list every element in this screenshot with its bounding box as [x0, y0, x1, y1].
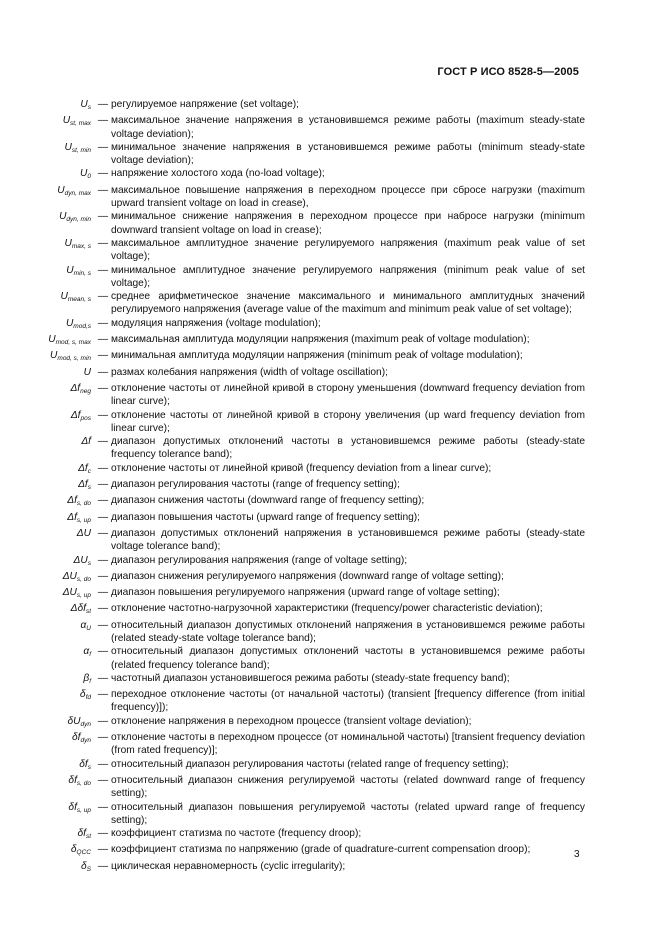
definition-text: относительный диапазон снижения регулируемой частоты (related downward range of frequency setting); [111, 774, 585, 800]
definition-symbol [40, 731, 95, 758]
definition-dash: — [97, 495, 109, 507]
definition-dash: — [97, 291, 109, 303]
definition-row [40, 333, 585, 349]
definition-symbol [40, 827, 95, 843]
definition-text: отклонение напряжения в переходном процессе (transient voltage deviation); [111, 715, 472, 727]
symbol-subscript: QCC [76, 849, 91, 857]
definition-row [40, 511, 585, 527]
definition-symbol [40, 688, 95, 715]
symbol-subscript: dyn, max [64, 189, 91, 197]
definition-row [40, 184, 585, 211]
symbol-base: δ [80, 860, 87, 872]
definition-symbol [40, 645, 95, 672]
definition-text: диапазон регулирования частоты (range of frequency setting); [111, 479, 400, 491]
definition-dash: — [97, 554, 109, 566]
definition-dash: — [97, 801, 109, 813]
symbol-base: Δf [78, 479, 88, 491]
symbol-subscript: min, s [73, 269, 91, 277]
definition-symbol [40, 290, 95, 317]
definition-dash: — [97, 619, 109, 631]
symbol-subscript: mod, s, min [57, 355, 91, 363]
definition-text: диапазон повышения регулируемого напряжения (upward range of voltage setting); [111, 587, 500, 599]
symbol-base: ΔU [76, 527, 91, 539]
symbol-subscript: mean, s [67, 296, 91, 304]
definition-row [40, 672, 585, 688]
definition-text: относительный диапазон регулирования частоты (related range of frequency setting); [111, 758, 509, 770]
definition-dash: — [97, 99, 109, 110]
definition-text: минимальная амплитуда модуляции напряжения (minimum peak of voltage modulation); [111, 350, 523, 362]
definition-symbol [40, 366, 95, 382]
symbol-subscript: pos [80, 414, 91, 422]
symbol-base: U [66, 264, 74, 276]
document-header: ГОСТ Р ИСО 8528-5—2005 [437, 66, 579, 78]
symbol-base: Δf [67, 511, 77, 523]
definition-text: переходное отклонение частоты (от начальной частоты) (transient [frequency difference (from initial frequency)]); [111, 689, 585, 714]
definition-row [40, 366, 585, 382]
definition-row [40, 462, 585, 478]
symbol-subscript: s [87, 104, 91, 111]
symbol-base: ΔU [62, 570, 77, 582]
definition-row [40, 409, 585, 436]
symbol-subscript: st [85, 833, 91, 841]
definition-dash: — [97, 462, 109, 474]
definition-row [40, 688, 585, 715]
symbol-subscript: st, max [70, 120, 91, 128]
symbol-base: U [83, 366, 91, 378]
definition-symbol [40, 586, 95, 602]
definition-row [40, 843, 585, 859]
definition-symbol [40, 715, 95, 731]
definition-row [40, 586, 585, 602]
definition-dash: — [97, 184, 109, 196]
symbol-subscript: max, s [71, 242, 91, 250]
definition-text: диапазон допустимых отклонений частоты в установившемся режиме работы (steady-state frequency tolerance band); [111, 436, 585, 461]
definition-dash: — [97, 211, 109, 223]
symbol-subscript: st [85, 608, 91, 616]
page-number: 3 [574, 849, 580, 860]
definition-row [40, 349, 585, 365]
definition-text: отклонение частотно-нагрузочной характеристики (frequency/power characteristic deviation); [111, 603, 543, 615]
definition-dash: — [97, 527, 109, 539]
symbol-base: δ [70, 844, 77, 856]
definition-text: отклонение частоты от линейной кривой в сторону увеличения (up ward frequency deviation from linear curve); [111, 409, 585, 434]
symbol-base: U [65, 317, 74, 329]
symbol-subscript: dyn, min [66, 216, 91, 224]
definition-dash: — [97, 715, 109, 727]
definition-row [40, 494, 585, 510]
definition-text: диапазон регулирования напряжения (range of voltage setting); [111, 554, 408, 566]
definition-row [40, 141, 585, 168]
definition-symbol [40, 349, 95, 365]
definition-dash: — [97, 264, 109, 276]
definition-row [40, 619, 585, 646]
symbol-subscript: s, up [76, 516, 91, 524]
symbol-subscript: fd [85, 694, 91, 702]
definition-row [40, 860, 585, 876]
definition-symbol [40, 554, 95, 570]
symbol-base: Δδf [70, 603, 86, 615]
symbol-subscript: neg [80, 387, 91, 395]
definition-row [40, 264, 585, 291]
definition-symbol [40, 264, 95, 291]
definition-row [40, 290, 585, 317]
symbol-subscript: s, up [76, 806, 91, 814]
definition-row [40, 645, 585, 672]
definition-symbol [40, 462, 95, 478]
symbol-base: U [64, 237, 72, 249]
definition-dash: — [97, 168, 109, 180]
definition-row [40, 602, 585, 618]
definition-dash: — [97, 334, 109, 346]
symbol-subscript: S [86, 865, 91, 873]
symbol-subscript: s [87, 484, 91, 492]
symbol-subscript: s, do [76, 575, 91, 583]
definition-symbol [40, 435, 95, 462]
definition-symbol [40, 619, 95, 646]
symbol-subscript: st, min [71, 146, 91, 154]
symbol-base: δf [68, 801, 77, 813]
definition-dash: — [97, 689, 109, 701]
symbol-base: Δf [70, 409, 81, 421]
definition-symbol [40, 184, 95, 211]
symbol-base: Δf [70, 382, 81, 394]
definition-dash: — [97, 479, 109, 491]
definition-dash: — [97, 511, 109, 523]
definition-row [40, 382, 585, 409]
symbol-subscript: mod, s, max [55, 339, 91, 347]
symbol-subscript: dyn [80, 720, 91, 728]
definition-text: относительный диапазон допустимых отклонений частоты в установившемся режиме работы (related frequency tolerance band); [111, 646, 585, 671]
definition-symbol [40, 210, 95, 237]
definition-symbol [40, 774, 95, 801]
definition-text: отклонение частоты от линейной кривой (frequency deviation from a linear curve); [111, 462, 492, 474]
definition-symbol [40, 114, 95, 141]
definition-symbol [40, 382, 95, 409]
definition-text: коэффициент статизма по частоте (frequency droop); [111, 828, 362, 840]
definition-symbol [40, 317, 95, 333]
definition-symbol [40, 141, 95, 168]
definition-symbol [40, 570, 95, 586]
definition-dash: — [97, 758, 109, 770]
symbol-subscript: c [87, 467, 91, 475]
definition-row [40, 774, 585, 801]
definition-row [40, 801, 585, 828]
symbol-base: δf [77, 828, 86, 840]
definition-text: максимальная амплитуда модуляции напряжения (maximum peak of voltage modulation); [111, 334, 530, 346]
definition-row [40, 570, 585, 586]
definition-row [40, 715, 585, 731]
symbol-subscript: mod,s [73, 322, 91, 330]
definition-dash: — [97, 141, 109, 153]
definition-text: минимальное значение напряжения в установившемся режиме работы (minimum steady-state voltage deviation); [111, 141, 585, 167]
symbol-base: δU [67, 715, 81, 727]
definition-symbol [40, 758, 95, 774]
symbol-base: δf [68, 774, 77, 786]
definition-symbol [40, 843, 95, 859]
definition-dash: — [97, 237, 109, 249]
symbol-definition-list [40, 98, 585, 876]
symbol-base: ΔU [62, 587, 77, 599]
definition-row [40, 758, 585, 774]
symbol-base: U [57, 184, 65, 196]
symbol-base: U [80, 168, 88, 180]
definition-text: диапазон повышения частоты (upward range of frequency setting); [111, 511, 421, 523]
definition-text: напряжение холостого хода (no-load voltage); [111, 168, 325, 180]
definition-dash: — [97, 860, 109, 872]
symbol-subscript: s, do [76, 779, 91, 787]
symbol-subscript: U [86, 624, 91, 632]
definition-dash: — [97, 828, 109, 840]
definition-text: максимальное повышение напряжения в переходном процессе при сбросе нагрузки (maximum upward transient voltage on load in crease), [111, 184, 585, 210]
definition-dash: — [97, 570, 109, 582]
symbol-base: U [64, 141, 72, 153]
definition-row [40, 435, 585, 462]
definition-text: модуляция напряжения (voltage modulation); [111, 317, 321, 329]
symbol-base: β [83, 672, 90, 684]
definition-row [40, 554, 585, 570]
definition-row [40, 317, 585, 333]
definition-dash: — [97, 603, 109, 615]
symbol-base: α [80, 619, 87, 631]
definition-symbol [40, 409, 95, 436]
definition-symbol [40, 478, 95, 494]
definition-symbol [40, 602, 95, 618]
definition-symbol [40, 527, 95, 554]
symbol-base: U [48, 334, 56, 346]
definition-dash: — [97, 382, 109, 394]
symbol-subscript: s [87, 763, 91, 771]
symbol-base: U [62, 115, 71, 127]
definition-row [40, 114, 585, 141]
definition-dash: — [97, 317, 109, 329]
symbol-base: δ [79, 689, 86, 701]
definition-text: диапазон снижения частоты (downward range of frequency setting); [111, 495, 425, 507]
symbol-subscript: s, up [76, 592, 91, 600]
symbol-subscript: f [89, 651, 91, 659]
definition-dash: — [97, 646, 109, 658]
definition-dash: — [97, 732, 109, 744]
symbol-base: ΔU [73, 554, 88, 566]
definition-text: минимальное снижение напряжения в переходном процессе при набросе нагрузки (minimum downward transient voltage on load in crease); [111, 211, 585, 236]
definition-text: частотный диапазон установившегося режима работы (steady-state frequency band); [111, 672, 510, 684]
definition-row [40, 98, 585, 114]
definition-text: относительный диапазон повышения регулируемой частоты (related upward range of frequency setting); [111, 801, 585, 826]
definition-text: минимальное амплитудное значение регулируемого напряжения (minimum peak value of set voltage); [111, 264, 585, 289]
symbol-base: Δf [78, 462, 88, 474]
definition-dash: — [97, 774, 109, 786]
definition-text: среднее арифметическое значение максимального и минимального амплитудных значений регулируемого напряжения (average value of the maximum and minimum peak value of set voltage); [111, 291, 585, 316]
definition-text: регулируемое напряжение (set voltage); [111, 99, 299, 110]
definition-dash: — [97, 672, 109, 684]
symbol-base: U [50, 350, 58, 362]
definition-text: коэффициент статизма по напряжению (grade of quadrature-current compensation droop); [111, 844, 531, 856]
definition-text: отклонение частоты от линейной кривой в сторону уменьшения (downward frequency deviation from linear curve); [111, 382, 585, 408]
definition-row [40, 237, 585, 264]
definition-text: размах колебания напряжения (width of voltage oscillation); [111, 366, 388, 378]
symbol-base: U [80, 99, 88, 110]
definition-text: диапазон допустимых отклонений напряжения в установившемся режиме работы (steady-state voltage tolerance band); [111, 527, 585, 553]
symbol-base: α [83, 646, 90, 658]
definition-text: максимальное значение напряжения в установившемся режиме работы (maximum steady-state voltage deviation); [111, 115, 585, 140]
definition-text: максимальное амплитудное значение регулируемого напряжения (maximum peak value of set voltage); [111, 237, 585, 263]
definition-row [40, 167, 585, 183]
definition-dash: — [97, 115, 109, 127]
definition-text: отклонение частоты в переходном процессе (от номинальной частоты) [transient frequency deviation (from rated frequency)]; [111, 732, 585, 757]
symbol-subscript: f [89, 677, 91, 685]
definition-dash: — [97, 350, 109, 362]
definition-symbol [40, 511, 95, 527]
symbol-base: δf [72, 732, 81, 744]
definition-symbol [40, 98, 95, 114]
definition-dash: — [97, 409, 109, 421]
symbol-base: Δf [81, 436, 91, 448]
symbol-base: U [60, 291, 68, 303]
definition-text: относительный диапазон допустимых отклонений напряжения в установившемся режиме работы (related steady-state voltage tolerance band); [111, 619, 585, 644]
definition-dash: — [97, 587, 109, 599]
definition-row [40, 210, 585, 237]
definition-symbol [40, 167, 95, 183]
definition-row [40, 527, 585, 554]
definition-symbol [40, 237, 95, 264]
definition-dash: — [97, 844, 109, 856]
symbol-subscript: s [87, 559, 91, 567]
definition-symbol [40, 672, 95, 688]
symbol-base: U [59, 211, 67, 223]
definition-dash: — [97, 366, 109, 378]
definition-symbol [40, 801, 95, 828]
symbol-base: Δf [67, 495, 77, 507]
definition-row [40, 731, 585, 758]
definition-dash: — [97, 436, 109, 448]
definition-symbol [40, 860, 95, 876]
symbol-base: δf [79, 758, 88, 770]
symbol-subscript: 0 [87, 173, 91, 181]
definition-row [40, 827, 585, 843]
symbol-subscript: dyn [80, 737, 91, 745]
definition-symbol [40, 333, 95, 349]
definition-text: диапазон снижения регулируемого напряжения (downward range of voltage setting); [111, 570, 504, 582]
definition-row [40, 478, 585, 494]
symbol-subscript: s, do [76, 500, 91, 508]
definition-text: циклическая неравномерность (cyclic irregularity); [111, 860, 346, 872]
definition-symbol [40, 494, 95, 510]
